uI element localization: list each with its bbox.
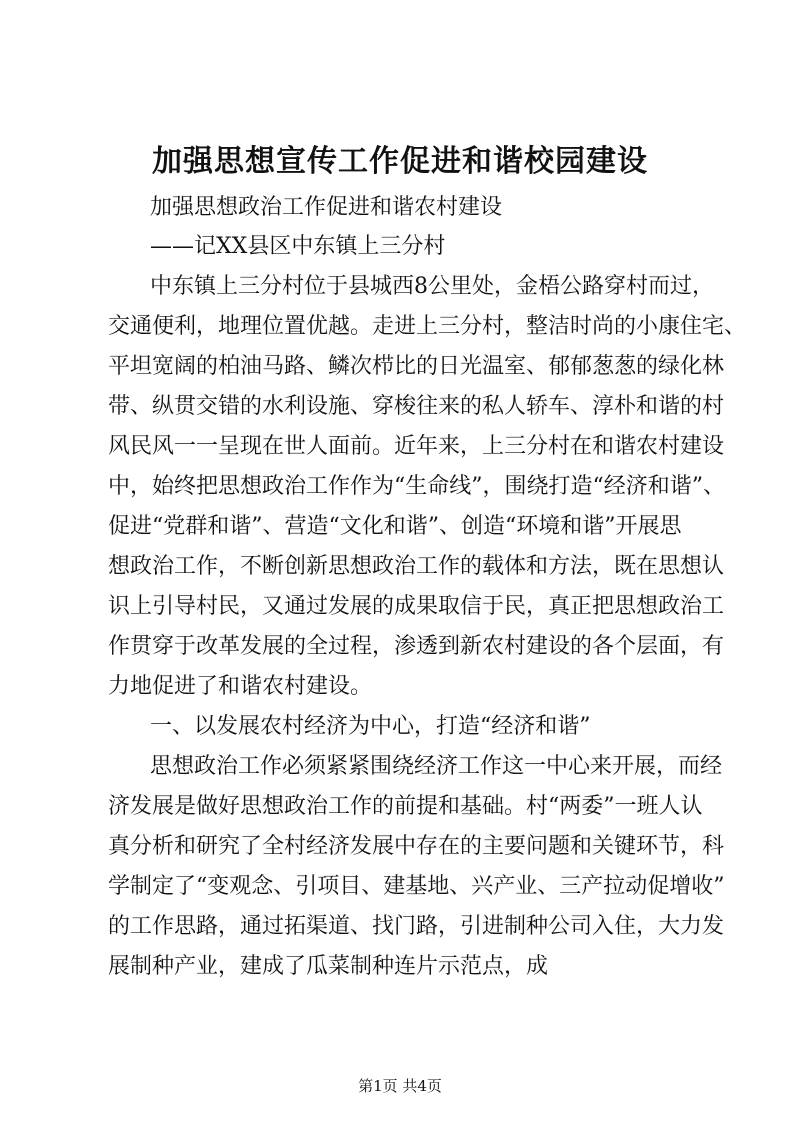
body-line: 平坦宽阔的柏油马路、鳞次栉比的日光温室、郁郁葱葱的绿化林 <box>108 354 725 379</box>
body-line: 想政治工作，不断创新思想政治工作的载体和方法，既在思想认 <box>108 554 725 579</box>
body-line: 力地促进了和谐农村建设。 <box>108 674 373 699</box>
body-line: 识上引导村民，又通过发展的成果取信于民，真正把思想政治工 <box>108 594 725 619</box>
body-line: 促进“党群和谐”、营造“文化和谐”、创造“环境和谐”开展思 <box>108 514 682 539</box>
body-line: 展制种产业，建成了瓜菜制种连片示范点，成 <box>108 954 549 979</box>
body-line: 真分析和研究了全村经济发展中存在的主要问题和关键环节，科 <box>108 834 725 859</box>
body-line: 作贯穿于改革发展的全过程，渗透到新农村建设的各个层面，有 <box>108 634 725 659</box>
body-line: 风民风一一呈现在世人面前。近年来，上三分村在和谐农村建设 <box>108 434 725 459</box>
subtitle-byline: ——记XX县区中东镇上三分村 <box>150 234 446 259</box>
body-line: 思想政治工作必须紧紧围绕经济工作这一中心来开展，而经 <box>150 754 723 779</box>
body-line: 的工作思路，通过拓渠道、找门路，引进制种公司入住，大力发 <box>108 914 725 939</box>
body-line: 中，始终把思想政治工作作为“生命线”，围绕打造“经济和谐”、 <box>108 474 725 499</box>
body-line: 中东镇上三分村位于县城西8公里处，金梧公路穿村而过， <box>150 274 714 299</box>
body-line: 交通便利，地理位置优越。走进上三分村，整洁时尚的小康住宅、 <box>108 314 747 339</box>
document-title: 加强思想宣传工作促进和谐校园建设 <box>152 144 648 179</box>
page-footer: 第1页 共4页 <box>358 1077 442 1095</box>
body-line: 学制定了“变观念、引项目、建基地、兴产业、三产拉动促增收” <box>108 874 725 899</box>
body-line: 济发展是做好思想政治工作的前提和基础。村“两委”一班人认 <box>108 794 703 819</box>
body-line: 带、纵贯交错的水利设施、穿梭往来的私人轿车、淳朴和谐的村 <box>108 394 725 419</box>
subtitle-main: 加强思想政治工作促进和谐农村建设 <box>150 195 503 220</box>
section-heading: 一、以发展农村经济为中心，打造“经济和谐” <box>150 714 591 739</box>
